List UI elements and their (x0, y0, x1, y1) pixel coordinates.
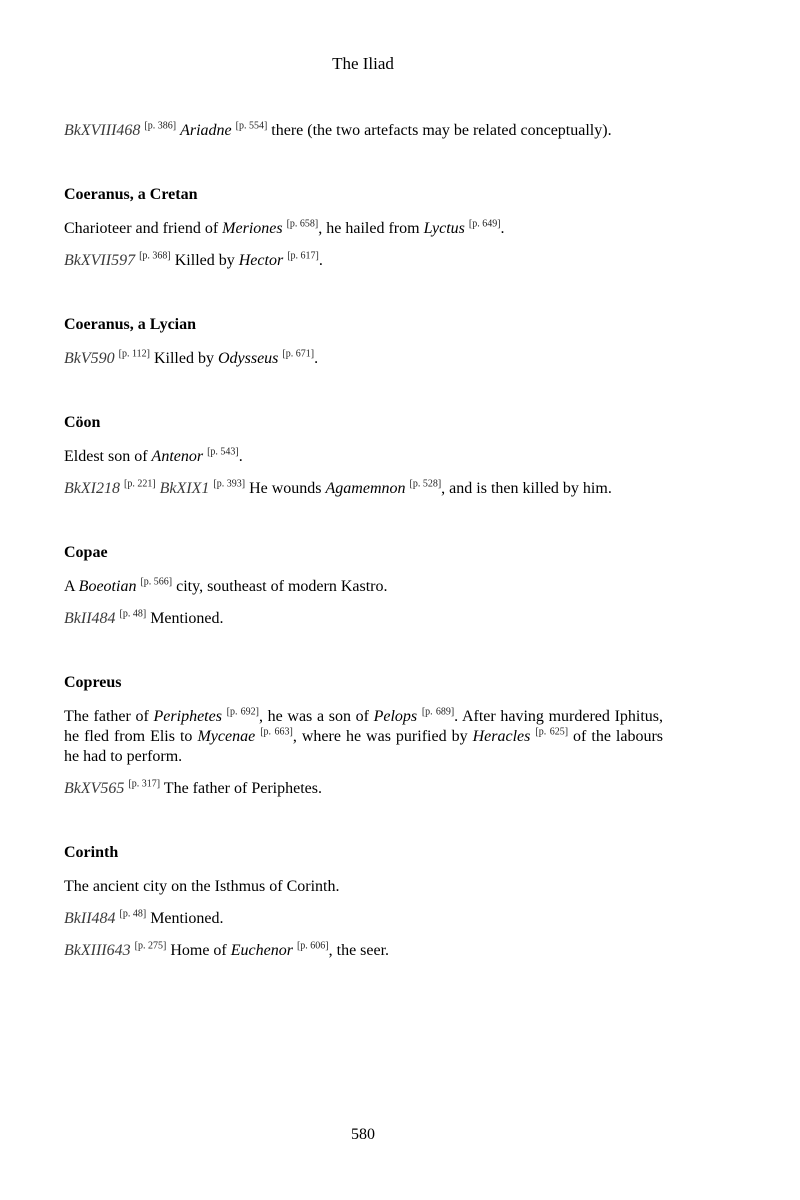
text: , and is then killed by him. (441, 480, 612, 497)
text: The father of Periphetes. (160, 780, 322, 797)
page-ref[interactable]: [p. 48] (119, 908, 147, 920)
entry-heading: Copae (64, 544, 108, 561)
name-link[interactable]: Euchenor (230, 942, 293, 959)
entry-paragraph (64, 219, 663, 239)
text: The father of (64, 708, 154, 725)
entry-paragraph (64, 779, 663, 799)
page-content (64, 121, 663, 961)
entry-corinth (64, 843, 663, 961)
entry-coon (64, 413, 663, 499)
text: Charioteer and friend of (64, 220, 223, 237)
book-ref-link[interactable]: BkXV565 (64, 780, 125, 797)
text: . (500, 220, 505, 237)
text: A (64, 578, 79, 595)
running-head: The Iliad (332, 54, 394, 73)
name-link[interactable]: Boeotian (78, 578, 137, 595)
text: He wounds (245, 480, 326, 497)
page-ref[interactable]: [p. 368] (139, 250, 171, 262)
text: Home of (166, 942, 231, 959)
text: The ancient city on the Isthmus of Corinth. (64, 878, 340, 895)
text: of the labours he had to perform. (64, 728, 664, 765)
entry-paragraph (64, 877, 663, 897)
name-link[interactable]: Meriones (222, 220, 283, 237)
entry-paragraph (64, 609, 663, 629)
text: Mentioned. (146, 910, 224, 927)
book-ref-link[interactable]: BkXIX1 (159, 480, 210, 497)
book-ref-link[interactable]: BkXVII597 (64, 252, 136, 269)
text: city, southeast of modern Kastro. (172, 578, 388, 595)
page-ref[interactable]: [p. 692] (226, 706, 259, 718)
entry-coeranus-cretan (64, 185, 663, 271)
entry-paragraph (64, 349, 663, 369)
book-ref-link[interactable]: BkII484 (64, 910, 116, 927)
name-link[interactable]: Periphetes (153, 708, 222, 725)
page-ref[interactable]: [p. 554] (235, 120, 268, 132)
entry-paragraph (64, 251, 663, 271)
name-link[interactable]: Antenor (151, 448, 204, 465)
page-ref[interactable]: [p. 112] (118, 348, 150, 360)
page-ref[interactable]: [p. 275] (134, 940, 167, 952)
page-ref[interactable]: [p. 658] (286, 218, 319, 230)
entry-heading: Coeranus, a Lycian (64, 316, 197, 333)
page-ref[interactable]: [p. 689] (421, 706, 455, 718)
text: Eldest son of (64, 448, 152, 465)
entry-paragraph (64, 707, 663, 767)
page-ref[interactable]: [p. 528] (409, 478, 442, 490)
page-ref[interactable]: [p. 386] (144, 120, 177, 132)
text: . After having murdered Iphitus, he fled from Elis to (64, 708, 664, 745)
book-ref-link[interactable]: BkXVIII468 (64, 122, 141, 139)
entry-coeranus-lycian (64, 315, 663, 369)
entry-heading: Coeranus, a Cretan (64, 186, 198, 203)
book-ref-link[interactable]: BkII484 (64, 610, 116, 627)
text: Killed by (149, 350, 218, 367)
page-number: 580 (351, 1126, 375, 1143)
text: . (314, 350, 319, 367)
text: . (238, 448, 243, 465)
page-ref[interactable]: [p. 566] (140, 576, 173, 588)
lead-paragraph (64, 121, 663, 141)
entry-heading: Cöon (64, 414, 101, 431)
entry-paragraph (64, 941, 663, 961)
name-link[interactable]: Agamemnon (325, 480, 406, 497)
text: , he was a son of (258, 708, 374, 725)
page-ref[interactable]: [p. 317] (128, 778, 161, 790)
text: , he hailed from (318, 220, 424, 237)
page-ref[interactable]: [p. 671] (282, 348, 315, 360)
book-ref-link[interactable]: BkXIII643 (64, 942, 131, 959)
entry-paragraph (64, 909, 663, 929)
entry-heading: Corinth (64, 844, 119, 861)
entry-paragraph (64, 447, 663, 467)
page-ref[interactable]: [p. 625] (535, 726, 569, 738)
text: Killed by (170, 252, 239, 269)
name-link[interactable]: Odysseus (217, 350, 279, 367)
page-ref[interactable]: [p. 543] (207, 446, 239, 458)
text: Mentioned. (146, 610, 224, 627)
page-ref[interactable]: [p. 649] (468, 218, 501, 230)
page-ref[interactable]: [p. 663] (260, 726, 293, 738)
text: there (the two artefacts may be related conceptually). (267, 122, 612, 139)
name-link[interactable]: Hector (238, 252, 284, 269)
text: . (318, 252, 323, 269)
entry-copreus (64, 673, 663, 799)
entry-heading: Copreus (64, 674, 122, 691)
name-link[interactable]: Pelops (373, 708, 418, 725)
page-ref[interactable]: [p. 221] (123, 478, 156, 490)
name-link[interactable]: Ariadne (180, 122, 232, 139)
entry-paragraph (64, 577, 663, 597)
name-link[interactable]: Lyctus (423, 220, 465, 237)
page-ref[interactable]: [p. 617] (287, 250, 319, 262)
page-ref[interactable]: [p. 393] (213, 478, 246, 490)
text: , the seer. (328, 942, 390, 959)
book-ref-link[interactable]: BkXI218 (64, 480, 120, 497)
name-link[interactable]: Mycenae (197, 728, 256, 745)
entry-paragraph (64, 479, 663, 499)
page-ref[interactable]: [p. 606] (296, 940, 329, 952)
page-ref[interactable]: [p. 48] (119, 608, 147, 620)
entry-copae (64, 543, 663, 629)
text: , where he was purified by (292, 728, 473, 745)
name-link[interactable]: Heracles (472, 728, 531, 745)
book-ref-link[interactable]: BkV590 (64, 350, 115, 367)
